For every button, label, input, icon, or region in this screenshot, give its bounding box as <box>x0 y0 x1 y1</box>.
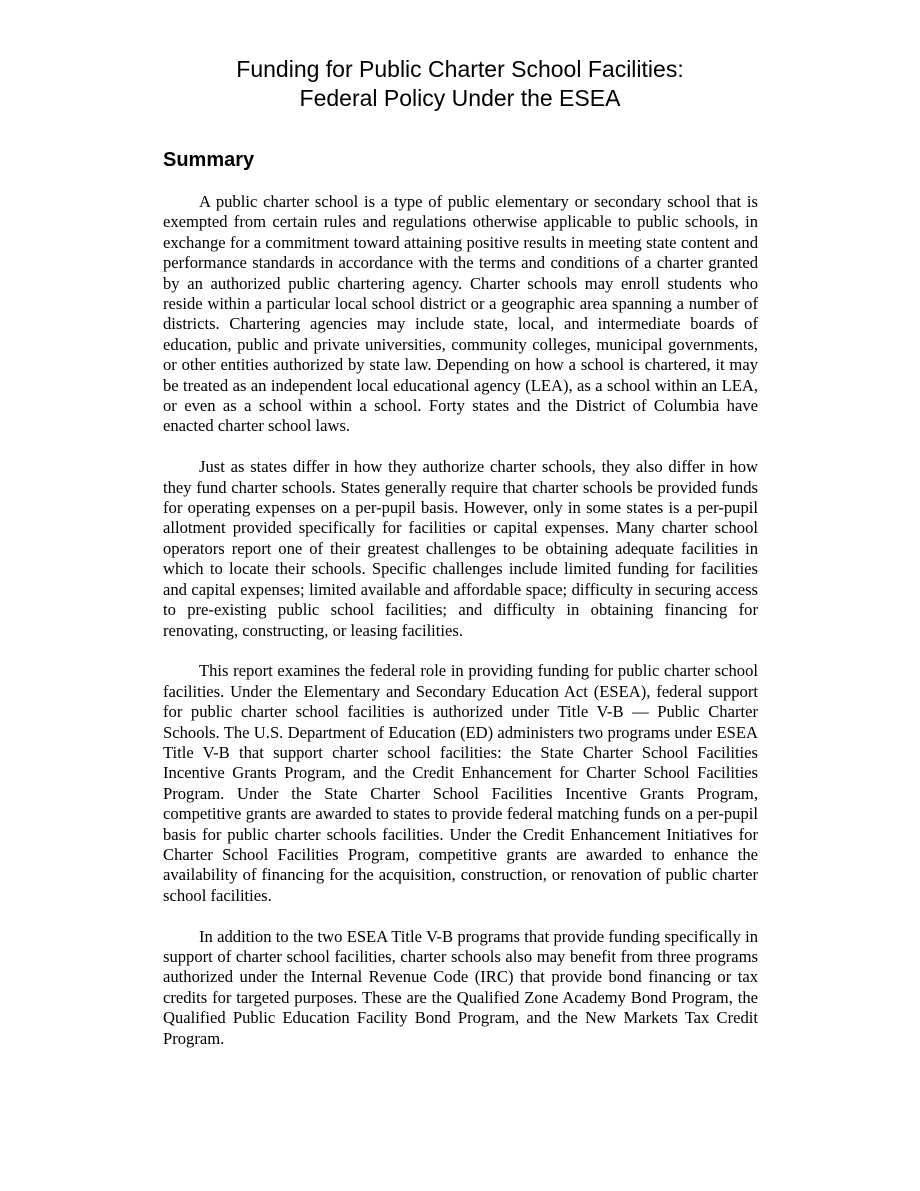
paragraph-1: A public charter school is a type of public elementary or secondary school that is exempted from certain rules and regulations otherwise applicable to public schools, in exchange for a commitment toward attaining positive results in meeting state content and performance standards in accordance with the terms and conditions of a charter granted by an authorized public chartering agency. Charter schools may enroll students who reside within a particular local school district or a geographic area spanning a number of districts. Chartering agencies may include state, local, and intermediate boards of education, public and private universities, community colleges, municipal governments, or other entities authorized by state law. Depending on how a school is chartered, it may be treated as an independent local educational agency (LEA), as a school within an LEA, or even as a school within a school. Forty states and the District of Columbia have enacted charter school laws. <box>163 192 758 436</box>
summary-heading: Summary <box>163 149 255 171</box>
paragraph-2: Just as states differ in how they authorize charter schools, they also differ in how they fund charter schools. States generally require that charter schools be provided funds for operating expenses on a per-pupil basis. However, only in some states is a per-pupil allotment provided specifically for facilities or capital expenses. Many charter school operators report one of their greatest challenges to be obtaining adequate facilities in which to locate their schools. Specific challenges include limited funding for facilities and capital expenses; limited available and affordable space; difficulty in securing access to pre-existing public school facilities; and difficulty in obtaining financing for renovating, constructing, or leasing facilities. <box>163 457 758 640</box>
title-line-1: Funding for Public Charter School Facilities: <box>236 56 684 82</box>
title-line-2: Federal Policy Under the ESEA <box>299 85 621 111</box>
document-title <box>0 55 920 113</box>
paragraph-4: In addition to the two ESEA Title V-B programs that provide funding specifically in support of charter school facilities, charter schools also may benefit from three programs authorized under the Internal Revenue Code (IRC) that provide bond financing or tax credits for targeted purposes. These are the Qualified Zone Academy Bond Program, the Qualified Public Education Facility Bond Program, and the New Markets Tax Credit Program. <box>163 926 758 1048</box>
summary-body <box>163 192 758 1069</box>
paragraph-3: This report examines the federal role in providing funding for public charter school facilities. Under the Elementary and Secondary Education Act (ESEA), federal support for public charter school facilities is authorized under Title V-B — Public Charter Schools. The U.S. Department of Education (ED) administers two programs under ESEA Title V-B that support charter school facilities: the State Charter School Facilities Incentive Grants Program, and the Credit Enhancement for Charter School Facilities Program. Under the State Charter School Facilities Incentive Grants Program, competitive grants are awarded to states to provide federal matching funds on a per-pupil basis for public charter schools facilities. Under the Credit Enhancement Initiatives for Charter School Facilities Program, competitive grants are awarded to enhance the availability of financing for the acquisition, construction, or renovation of public charter school facilities. <box>163 661 758 905</box>
